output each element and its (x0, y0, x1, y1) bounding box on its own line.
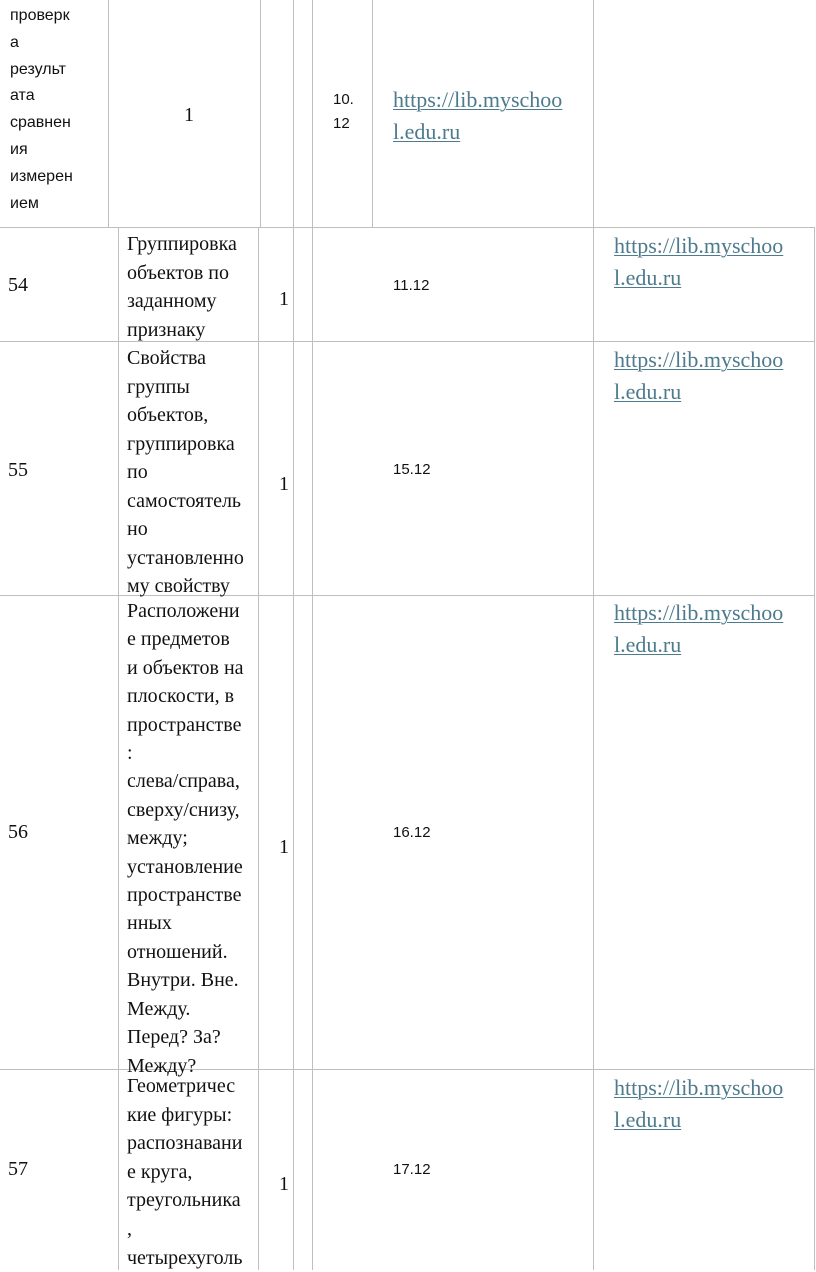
grid-line (0, 227, 815, 228)
grid-line (593, 0, 594, 227)
hours-cell: 1 (279, 836, 289, 858)
row-number: 56 (8, 821, 28, 843)
grid-line (372, 0, 373, 227)
resource-link[interactable]: https://lib.myschoo l.edu.ru (614, 600, 784, 657)
date-cell: 17.12 (393, 1161, 431, 1178)
resource-link[interactable]: https://lib.myschoo l.edu.ru (393, 87, 563, 144)
grid-line (312, 0, 313, 227)
date-cell: 16.12 (393, 824, 431, 841)
grid-line (312, 227, 313, 1270)
topic-cell: проверк а результ ата сравнен ия измерен ием (10, 7, 73, 212)
topic-cell: Геометричес кие фигуры: распознавани е круга, треугольника , четырехуголь (127, 1075, 243, 1269)
topic-cell: Расположени е предметов и объектов на плоскости, в пространстве : слева/справа, сверху/снизу, между; установление пространстве нных отношений. Внутри. Вне. Между. Перед? За? Между? (127, 600, 244, 1077)
grid-line (108, 0, 109, 227)
hours-cell: 1 (279, 1173, 289, 1195)
grid-line (118, 227, 119, 1270)
grid-line (293, 0, 294, 227)
hours-cell: 1 (279, 288, 289, 310)
row-number: 57 (8, 1158, 28, 1180)
grid-line (293, 227, 294, 1270)
grid-line (814, 227, 815, 1270)
topic-cell: Группировка объектов по заданному признаку (127, 233, 237, 341)
resource-link[interactable]: https://lib.myschoo l.edu.ru (614, 347, 784, 404)
grid-line (0, 595, 815, 596)
row-number: 55 (8, 459, 28, 481)
resource-link[interactable]: https://lib.myschoo l.edu.ru (614, 233, 784, 290)
row-number: 54 (8, 274, 28, 296)
date-cell: 15.12 (393, 461, 431, 478)
hours-cell: 1 (279, 473, 289, 495)
grid-line (260, 0, 261, 227)
date-cell: 10. 12 (333, 91, 354, 132)
grid-line (258, 227, 259, 1270)
hours-cell: 1 (184, 104, 194, 126)
grid-line (0, 1069, 815, 1070)
grid-line (593, 227, 594, 1270)
grid-line (0, 341, 815, 342)
topic-cell: Свойства группы объектов, группировка по самостоятель но установленно му свойству (127, 347, 244, 597)
resource-link[interactable]: https://lib.myschoo l.edu.ru (614, 1075, 784, 1132)
date-cell: 11.12 (393, 277, 430, 294)
